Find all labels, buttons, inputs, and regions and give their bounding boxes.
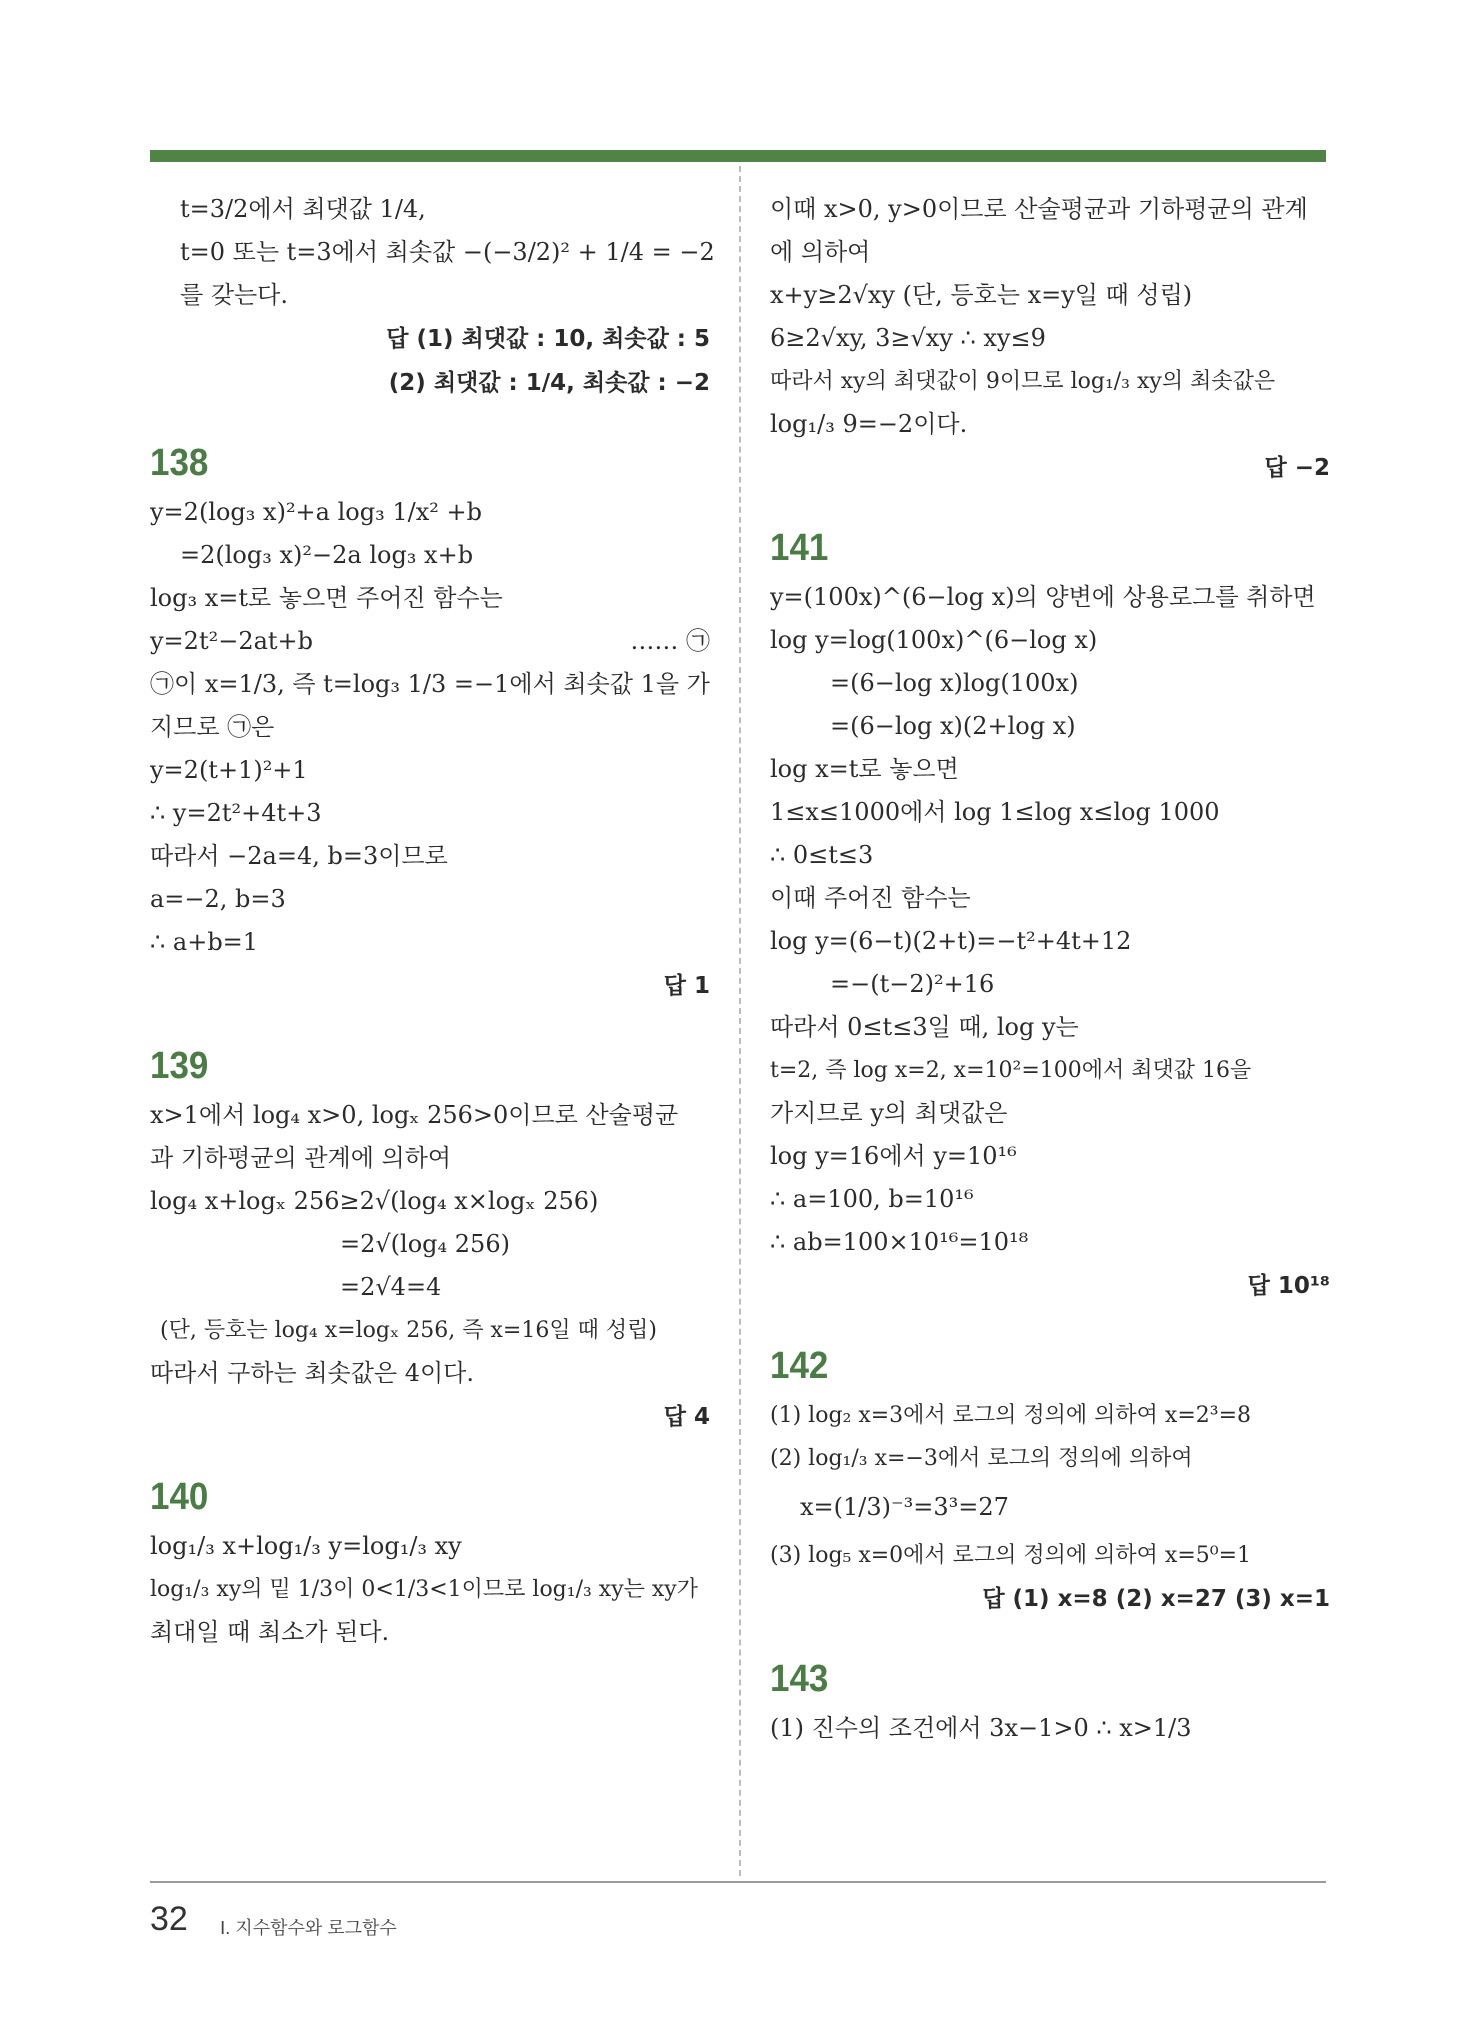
solution-line-with-marker — [150, 620, 710, 663]
intro-answer: (2) 최댓값 : 1/4, 최솟값 : −2 — [388, 370, 710, 396]
solution-line: 가지므로 y의 최댓값은 — [770, 1099, 1008, 1127]
intro-line: 를 갖는다. — [180, 281, 288, 309]
footer-rule — [150, 1881, 1326, 1883]
solution-line: log₃ x=t로 놓으면 주어진 함수는 — [150, 584, 503, 612]
solution-line: 6≥2√xy, 3≥√xy ∴ xy≤9 — [770, 324, 1046, 352]
solution-line: =2√4=4 — [340, 1273, 442, 1301]
solution-line: ㉠이 x=1/3, 즉 t=log₃ 1/3 =−1에서 최솟값 1을 가 — [150, 670, 710, 698]
solution-line: x+y≥2√xy (단, 등호는 x=y일 때 성립) — [770, 281, 1193, 309]
solution-line: 따라서 0≤t≤3일 때, log y는 — [770, 1013, 1079, 1041]
solution-line: log₁/₃ xy의 밑 1/3이 0<1/3<1이므로 log₁/₃ xy는 xy가 — [150, 1577, 698, 1602]
solution-line: (3) log₅ x=0에서 로그의 정의에 의하여 x=5⁰=1 — [770, 1543, 1252, 1568]
solution-line: 따라서 −2a=4, b=3이므로 — [150, 842, 448, 870]
solution-line: log y=16에서 y=10¹⁶ — [770, 1142, 1017, 1170]
intro-answer: 답 (1) 최댓값 : 10, 최솟값 : 5 — [386, 326, 710, 352]
chapter-title: Ⅰ. 지수함수와 로그함수 — [220, 1918, 397, 1938]
solution-line: 지므로 ㉠은 — [150, 713, 275, 741]
top-accent-bar — [150, 150, 1326, 162]
problem-number: 140 — [150, 1476, 209, 1518]
problem-number: 139 — [150, 1045, 209, 1087]
solution-line: ∴ ab=100×10¹⁶=10¹⁸ — [770, 1228, 1029, 1256]
left-column — [150, 166, 715, 1654]
solution-line: a=−2, b=3 — [150, 885, 286, 913]
solution-line: ∴ a=100, b=10¹⁶ — [770, 1185, 974, 1213]
solution-line: 최대일 때 최소가 된다. — [150, 1618, 390, 1646]
solution-line: x=(1/3)⁻³=3³=27 — [800, 1493, 1009, 1521]
solution-line: (1) log₂ x=3에서 로그의 정의에 의하여 x=2³=8 — [770, 1403, 1252, 1428]
answer: 답 −2 — [1264, 455, 1330, 481]
solution-line: =−(t−2)²+16 — [830, 970, 995, 998]
solution-text: y=2t²−2at+b — [150, 627, 314, 655]
solution-line: x>1에서 log₄ x>0, logₓ 256>0이므로 산술평균 — [150, 1101, 679, 1129]
solution-line: =(6−log x)(2+log x) — [830, 712, 1076, 740]
solution-line: =2(log₃ x)²−2a log₃ x+b — [180, 541, 474, 569]
solution-line: 1≤x≤1000에서 log 1≤log x≤log 1000 — [770, 798, 1220, 826]
solution-line: log₄ x+logₓ 256≥2√(log₄ x×logₓ 256) — [150, 1187, 599, 1215]
solution-line: ∴ a+b=1 — [150, 928, 259, 956]
problem-number: 141 — [770, 527, 829, 569]
answer: 답 1 — [663, 973, 710, 999]
problem-number: 143 — [770, 1658, 829, 1700]
solution-line: log y=(6−t)(2+t)=−t²+4t+12 — [770, 927, 1132, 955]
solution-line: =2√(log₄ 256) — [340, 1230, 510, 1258]
solution-line: 따라서 구하는 최솟값은 4이다. — [150, 1359, 474, 1387]
column-divider — [739, 166, 741, 1876]
equation-marker: …… ㉠ — [630, 627, 710, 655]
solution-line: 과 기하평균의 관계에 의하여 — [150, 1144, 452, 1172]
solution-line: y=2(t+1)²+1 — [150, 756, 308, 784]
answer: 답 10¹⁸ — [1247, 1273, 1330, 1299]
solution-line: 이때 x>0, y>0이므로 산술평균과 기하평균의 관계 — [770, 195, 1308, 223]
problem-number: 138 — [150, 442, 209, 484]
solution-line: 따라서 xy의 최댓값이 9이므로 log₁/₃ xy의 최솟값은 — [770, 369, 1276, 394]
intro-line: t=0 또는 t=3에서 최솟값 −(−3/2)² + 1/4 = −2 — [180, 238, 715, 266]
solution-line: ∴ y=2t²+4t+3 — [150, 799, 322, 827]
solution-line: ∴ 0≤t≤3 — [770, 841, 874, 869]
solution-line: (단, 등호는 log₄ x=logₓ 256, 즉 x=16일 때 성립) — [160, 1318, 657, 1343]
answer: 답 (1) x=8 (2) x=27 (3) x=1 — [982, 1586, 1330, 1612]
solution-line: 이때 주어진 함수는 — [770, 884, 971, 912]
solution-line: log₁/₃ 9=−2이다. — [770, 410, 968, 438]
solution-line: =(6−log x)log(100x) — [830, 669, 1079, 697]
page-number: 32 — [150, 1900, 188, 1938]
solution-line: (1) 진수의 조건에서 3x−1>0 ∴ x>1/3 — [770, 1714, 1192, 1742]
solution-line: t=2, 즉 log x=2, x=10²=100에서 최댓값 16을 — [770, 1058, 1252, 1083]
intro-line: t=3/2에서 최댓값 1/4, — [180, 195, 426, 223]
solution-line: y=(100x)^(6−log x)의 양변에 상용로그를 취하면 — [770, 583, 1316, 611]
problem-number: 142 — [770, 1345, 829, 1387]
solution-line: log x=t로 놓으면 — [770, 755, 959, 783]
solution-line: 에 의하여 — [770, 238, 871, 266]
solution-line: y=2(log₃ x)²+a log₃ 1/x² +b — [150, 498, 482, 526]
solution-line: (2) log₁/₃ x=−3에서 로그의 정의에 의하여 — [770, 1446, 1193, 1471]
solution-line: log y=log(100x)^(6−log x) — [770, 626, 1098, 654]
answer: 답 4 — [663, 1404, 710, 1430]
right-column — [770, 166, 1330, 1750]
solution-line: log₁/₃ x+log₁/₃ y=log₁/₃ xy — [150, 1532, 462, 1560]
